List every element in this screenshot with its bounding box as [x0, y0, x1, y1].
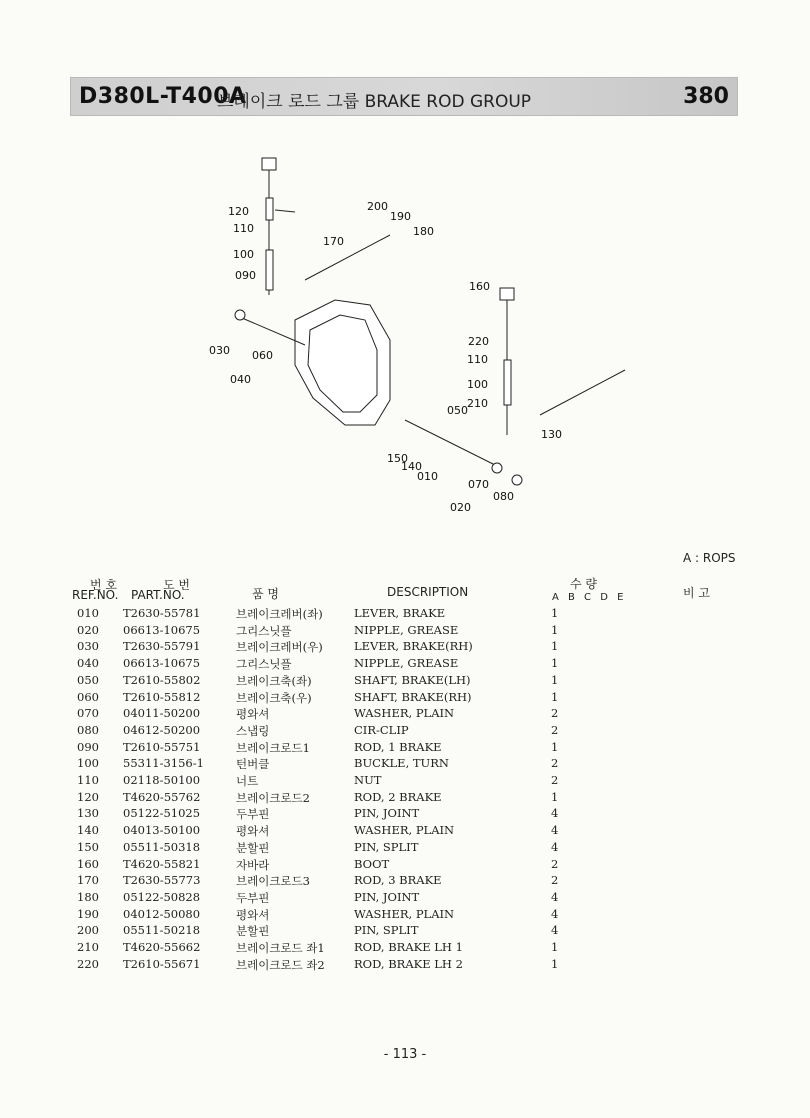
callout-label: 140 — [401, 460, 422, 473]
ref-no: 170 — [77, 873, 99, 888]
description: PIN, SPLIT — [354, 839, 419, 854]
description: ROD, 3 BRAKE — [354, 873, 442, 888]
ref-no: 200 — [77, 923, 99, 938]
callout-label: 120 — [228, 205, 249, 218]
quantity-a: 1 — [551, 739, 559, 754]
description: PIN, SPLIT — [354, 923, 419, 938]
korean-name: 그리스닛플 — [236, 657, 292, 672]
quantity-a: 1 — [551, 940, 559, 954]
quantity-a: 4 — [551, 839, 559, 854]
part-no: T4620-55821 — [123, 856, 201, 871]
part-no: T4620-55662 — [123, 940, 201, 954]
table-row — [0, 723, 810, 740]
korean-name: 그리스닛플 — [236, 623, 292, 638]
header-ref-kr: 번 호 — [90, 578, 117, 592]
description: NIPPLE, GREASE — [354, 656, 459, 671]
callout-label: 020 — [450, 501, 471, 514]
ref-no: 080 — [77, 722, 99, 737]
callout-label: 110 — [233, 222, 254, 235]
table-row — [0, 890, 810, 907]
header-part-kr: 도 번 — [163, 578, 190, 592]
quantity-a: 1 — [551, 622, 559, 637]
korean-name: 브레이크축(우) — [236, 690, 312, 705]
quantity-a: 4 — [551, 906, 559, 921]
page-header-bar — [70, 77, 738, 116]
table-row — [0, 840, 810, 857]
ref-no: 050 — [77, 672, 99, 687]
quantity-a: 2 — [551, 706, 559, 721]
ref-no: 070 — [77, 706, 99, 721]
part-no: 06613-10675 — [123, 656, 201, 671]
header-ref-en: REF.NO. — [72, 588, 119, 602]
table-row — [0, 606, 810, 623]
korean-name: 평와셔 — [236, 707, 270, 722]
description: PIN, JOINT — [354, 889, 420, 904]
table-row — [0, 940, 810, 957]
description: LEVER, BRAKE(RH) — [354, 639, 473, 654]
part-no: 04012-50080 — [123, 906, 201, 921]
quantity-a: 1 — [551, 956, 559, 971]
description: ROD, BRAKE LH 1 — [354, 940, 463, 954]
part-no: T4620-55762 — [123, 789, 201, 804]
quantity-a: 2 — [551, 756, 559, 771]
quantity-a: 1 — [551, 606, 559, 620]
korean-name: 분할핀 — [236, 840, 270, 855]
header-part-en: PART.NO. — [131, 588, 185, 602]
ref-no: 040 — [77, 656, 99, 671]
korean-name: 자바라 — [236, 857, 270, 872]
part-no: 05511-50318 — [123, 839, 201, 854]
table-row — [0, 823, 810, 840]
part-no: 04011-50200 — [123, 706, 201, 721]
transmission-housing — [295, 300, 390, 425]
part-no: 04013-50100 — [123, 823, 201, 838]
korean-name: 브레이크로드1 — [236, 740, 310, 755]
ref-no: 020 — [77, 622, 99, 637]
part-no: T2630-55773 — [123, 873, 201, 888]
part-no: 05511-50218 — [123, 923, 201, 938]
ref-no: 090 — [77, 739, 99, 754]
quantity-a: 4 — [551, 823, 559, 838]
callout-label: 160 — [469, 280, 490, 293]
korean-name: 평와셔 — [236, 907, 270, 922]
description: PIN, JOINT — [354, 806, 420, 821]
ref-no: 180 — [77, 889, 99, 904]
exploded-parts-diagram — [195, 140, 645, 520]
table-row — [0, 857, 810, 874]
quantity-a: 1 — [551, 639, 559, 654]
korean-name: 스냅링 — [236, 723, 270, 738]
callout-label: 100 — [233, 248, 254, 261]
callout-label: 030 — [209, 344, 230, 357]
callout-label: 060 — [252, 349, 273, 362]
callout-label: 070 — [468, 478, 489, 491]
part-no: T2630-55781 — [123, 606, 201, 620]
header-description: DESCRIPTION — [387, 585, 469, 599]
korean-name: 턴버클 — [236, 757, 270, 772]
description: SHAFT, BRAKE(RH) — [354, 689, 472, 704]
ref-no: 160 — [77, 856, 99, 871]
section-title: 브레이크 로드 그룹 BRAKE ROD GROUP — [217, 92, 532, 112]
table-row — [0, 806, 810, 823]
ref-no: 140 — [77, 823, 99, 838]
table-row — [0, 957, 810, 974]
description: NIPPLE, GREASE — [354, 622, 459, 637]
table-row — [0, 740, 810, 757]
part-no: T2630-55791 — [123, 639, 201, 654]
korean-name: 브레이크로드3 — [236, 874, 310, 889]
quantity-a: 2 — [551, 873, 559, 888]
description: ROD, BRAKE LH 2 — [354, 956, 463, 971]
korean-name: 너트 — [236, 774, 259, 788]
table-row — [0, 773, 810, 790]
korean-name: 브레이크로드 좌2 — [236, 957, 325, 972]
model-legend: A : ROPS — [683, 551, 736, 565]
table-row — [0, 656, 810, 673]
quantity-a: 2 — [551, 773, 559, 787]
quantity-a: 4 — [551, 806, 559, 821]
table-row — [0, 690, 810, 707]
ref-no: 150 — [77, 839, 99, 854]
table-row — [0, 623, 810, 640]
korean-name: 평와셔 — [236, 824, 270, 839]
callout-label: 170 — [323, 235, 344, 248]
korean-name: 브레이크레버(좌) — [236, 607, 323, 621]
ref-no: 220 — [77, 956, 99, 971]
table-row — [0, 639, 810, 656]
korean-name: 두부핀 — [236, 890, 270, 905]
description: SHAFT, BRAKE(LH) — [354, 672, 471, 687]
part-no: 06613-10675 — [123, 622, 201, 637]
table-row — [0, 873, 810, 890]
description: NUT — [354, 773, 382, 787]
callout-label: 210 — [467, 397, 488, 410]
part-no: T2610-55751 — [123, 739, 201, 754]
ref-no: 010 — [77, 606, 99, 620]
callout-label: 220 — [468, 335, 489, 348]
quantity-a: 1 — [551, 672, 559, 687]
catalog-page-number: 380 — [683, 84, 729, 109]
korean-name: 브레이크레버(우) — [236, 640, 323, 655]
callout-label: 190 — [390, 210, 411, 223]
part-no: 55311-3156-1 — [123, 756, 204, 771]
ref-no: 120 — [77, 789, 99, 804]
header-name-kr: 품 명 — [252, 587, 279, 601]
korean-name: 브레이크로드 좌1 — [236, 941, 325, 955]
description: WASHER, PLAIN — [354, 823, 455, 838]
ref-no: 100 — [77, 756, 99, 771]
description: CIR-CLIP — [354, 722, 409, 737]
description: WASHER, PLAIN — [354, 706, 455, 721]
description: BOOT — [354, 856, 390, 871]
callout-label: 100 — [467, 378, 488, 391]
part-no: 02118-50100 — [123, 773, 201, 787]
ref-no: 030 — [77, 639, 99, 654]
quantity-a: 4 — [551, 889, 559, 904]
callout-label: 080 — [493, 490, 514, 503]
header-qty-kr: 수 량 — [570, 577, 597, 591]
callout-label: 040 — [230, 373, 251, 386]
quantity-a: 1 — [551, 656, 559, 671]
part-no: 05122-50828 — [123, 889, 201, 904]
description: ROD, 2 BRAKE — [354, 789, 442, 804]
part-no: T2610-55802 — [123, 672, 201, 687]
page-footer-number: - 113 - — [383, 1047, 427, 1062]
ref-no: 190 — [77, 906, 99, 921]
part-no: T2610-55812 — [123, 689, 201, 704]
quantity-a: 2 — [551, 856, 559, 871]
table-row — [0, 907, 810, 924]
ref-no: 060 — [77, 689, 99, 704]
callout-label: 050 — [447, 404, 468, 417]
part-no: 04612-50200 — [123, 722, 201, 737]
callout-label: 200 — [367, 200, 388, 213]
ref-no: 210 — [77, 940, 99, 954]
part-no: 05122-51025 — [123, 806, 201, 821]
model-code: D380L-T400A — [79, 84, 247, 109]
header-qty-cols: A B C D E — [552, 592, 624, 603]
table-row — [0, 790, 810, 807]
korean-name: 브레이크축(좌) — [236, 673, 312, 688]
callout-label: 090 — [235, 269, 256, 282]
callout-label: 110 — [467, 353, 488, 366]
table-row — [0, 756, 810, 773]
quantity-a: 1 — [551, 789, 559, 804]
callout-label: 130 — [541, 428, 562, 441]
korean-name: 브레이크로드2 — [236, 790, 310, 805]
callout-label: 180 — [413, 225, 434, 238]
quantity-a: 2 — [551, 722, 559, 737]
callout-label: 150 — [387, 452, 408, 465]
quantity-a: 1 — [551, 689, 559, 704]
quantity-a: 4 — [551, 923, 559, 938]
callout-label: 010 — [417, 470, 438, 483]
boot-part — [262, 158, 276, 170]
table-row — [0, 923, 810, 940]
description: LEVER, BRAKE — [354, 606, 446, 620]
table-row — [0, 706, 810, 723]
ref-no: 130 — [77, 806, 99, 821]
table-row — [0, 673, 810, 690]
korean-name: 분할핀 — [236, 924, 270, 939]
description: BUCKLE, TURN — [354, 756, 449, 771]
description: ROD, 1 BRAKE — [354, 739, 442, 754]
ref-no: 110 — [77, 773, 99, 787]
header-remarks: 비 고 — [683, 586, 710, 600]
korean-name: 두부핀 — [236, 807, 270, 822]
description: WASHER, PLAIN — [354, 906, 455, 921]
part-no: T2610-55671 — [123, 956, 201, 971]
